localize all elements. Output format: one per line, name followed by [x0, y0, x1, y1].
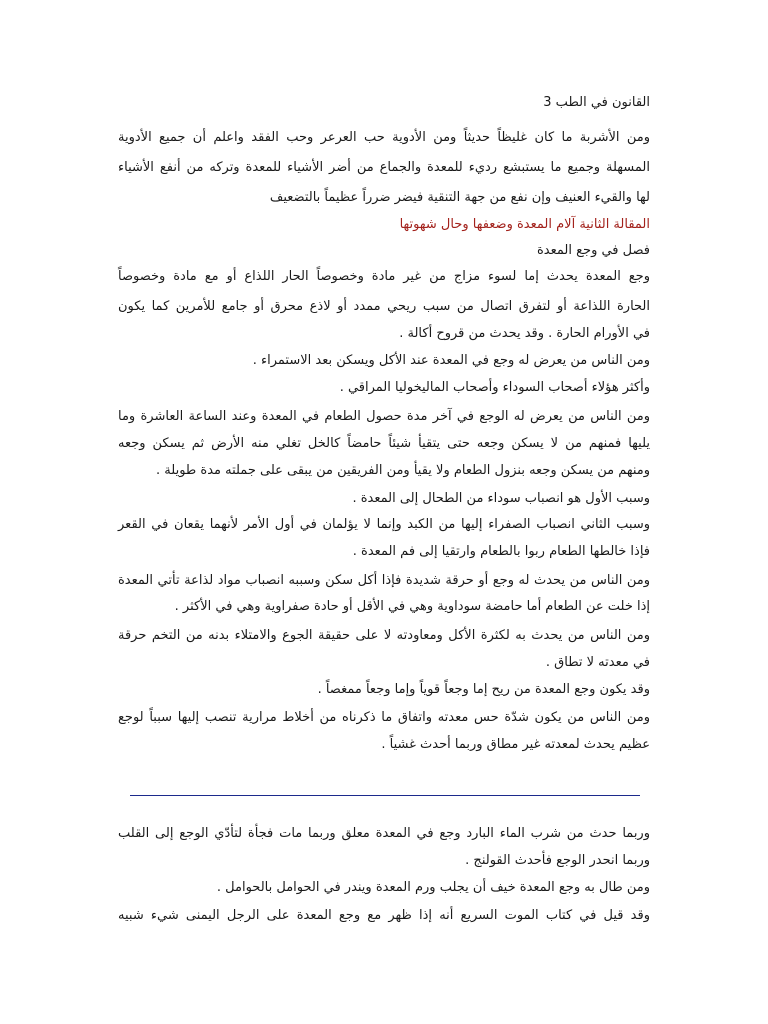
text-line: لها والقيء العنيف وإن نفع من جهة التنقية فيضر ضرراً عظيماً بالتضعيف — [269, 190, 650, 205]
text-line: الحارة اللذاعة أو لتفرق اتصال من سبب ريحي ممدد أو لاذع محرق أو جامع للأمرين كما يكون — [118, 299, 650, 314]
text-line: ومن الناس من يكون شدّة حس معدته واتفاق ما ذكرناه من أخلاط مرارية تنصب إليها سبباً لوجع — [118, 710, 650, 725]
text-line: وأكثر هؤلاء أصحاب السوداء وأصحاب الماليخوليا المراقي . — [339, 380, 650, 395]
text-line: ومن طال به وجع المعدة خيف أن يجلب ورم المعدة ويندر في الحوامل بالحوامل . — [216, 880, 650, 895]
text-line: فإذا خالطها الطعام ربوا بالطعام وارتقيا إلى فم المعدة . — [352, 544, 650, 559]
section-heading: المقالة الثانية آلام المعدة وضعفها وحال شهوتها — [399, 217, 650, 232]
text-line: عظيم يحدث لمعدته غير مطاق وربما أحدث غشياً . — [381, 737, 650, 752]
text-line: ومن الناس من يعرض له الوجع في آخر مدة حصول الطعام في المعدة وعند الساعة العاشرة وما — [118, 409, 650, 424]
text-line: إذا خلت عن الطعام أما حامضة سوداوية وهي في الأقل أو حادة صفراوية وهي في الأكثر . — [174, 599, 650, 614]
text-line: يليها فمنهم من لا يسكن وجعه حتى يتقيأ شيئاً حامضاً كالخل تغلي منه الأرض ثم يسكن وجعه — [118, 436, 650, 451]
text-line: وسبب الثاني انصباب الصفراء إليها من الكبد وإنما لا يؤلمان في أول الأمر لأنهما يقعان في القعر — [118, 517, 650, 532]
text-line: وسبب الأول هو انصباب سوداء من الطحال إلى المعدة . — [352, 491, 650, 506]
section-divider — [130, 795, 640, 796]
text-line: في معدته لا تطاق . — [545, 655, 650, 670]
text-line: ومن الأشربة ما كان غليظاً حديثاً ومن الأدوية حب العرعر وحب الفقد واعلم أن جميع الأدوية — [118, 130, 650, 145]
text-line: المسهلة وجميع ما يستبشع رديء للمعدة والجماع من أضر الأشياء للمعدة وتركه من أنفع الأشياء — [118, 160, 650, 175]
text-line: في الأورام الحارة . وقد يحدث من قروح أكالة . — [399, 326, 650, 341]
text-line: ومن الناس من يحدث به لكثرة الأكل ومعاودته لا على حقيقة الجوع والامتلاء بدنه من التخم حرقة — [118, 628, 650, 643]
text-line: وجع المعدة يحدث إما لسوء مزاج من غير مادة وخصوصاً الحار اللذاع أو مع مادة وخصوصاً — [118, 269, 650, 284]
text-line: ومنهم من يسكن وجعه بنزول الطعام ولا يقيأ ومن الفريقين من يبقى على جملته مدة طويلة . — [156, 463, 650, 478]
text-line: ومن الناس من يحدث له وجع أو حرقة شديدة فإذا أكل سكن وسببه انصباب مواد لذاعة تأتي المعدة — [118, 573, 650, 588]
text-line: ومن الناس من يعرض له وجع في المعدة عند الأكل ويسكن بعد الاستمراء . — [252, 353, 650, 368]
chapter-heading: فصل في وجع المعدة — [536, 243, 650, 258]
page-title: القانون في الطب 3 — [543, 95, 650, 110]
text-line: وقد قيل في كتاب الموت السريع أنه إذا ظهر مع وجع المعدة على الرجل اليمنى شيء شبيه — [118, 908, 650, 923]
text-line: وقد يكون وجع المعدة من ريح إما وجعاً قوياً وإما وجعاً ممغصاً . — [317, 682, 650, 697]
text-line: وربما حدث من شرب الماء البارد وجع في المعدة معلق وربما مات فجأة لتأدّي الوجع إلى القلب — [118, 826, 650, 841]
text-line: وربما انحدر الوجع فأحدث القولنج . — [465, 853, 650, 868]
